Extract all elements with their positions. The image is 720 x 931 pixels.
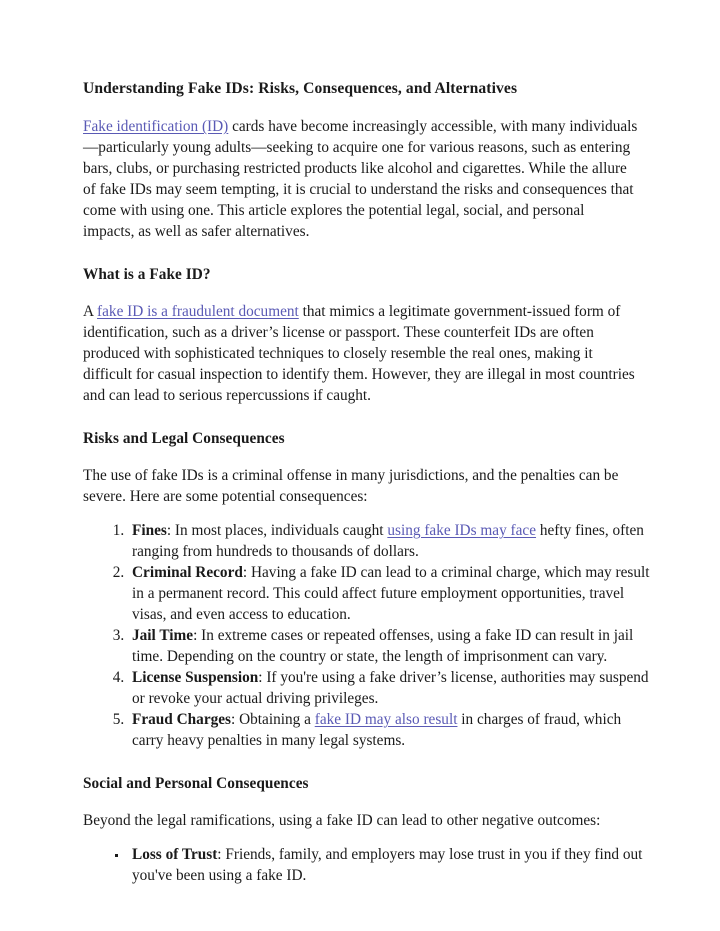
list-item (128, 709, 652, 751)
list-item-text-before: : In extreme cases or repeated offenses, using a fake ID can result in jail time. Depending on the country or state, the length of imprisonment can vary. (132, 627, 634, 665)
list-item-term: Jail Time (132, 627, 194, 644)
social-bullet-list (83, 844, 658, 886)
list-item-text-before: : In most places, individuals caught (166, 522, 388, 539)
page-title: Understanding Fake IDs: Risks, Consequences, and Alternatives (83, 80, 518, 97)
social-intro-paragraph: Beyond the legal ramifications, using a fake ID can lead to other negative outcomes: (83, 812, 601, 829)
list-item-text-after: in charges of fraud, which carry heavy penalties in many legal systems. (132, 711, 622, 749)
list-item (128, 844, 658, 886)
intro-paragraph (83, 116, 639, 242)
risks-numbered-list (83, 520, 652, 751)
link-fake-id-fraudulent-document[interactable]: fake ID is a fraudulent document (97, 303, 299, 320)
list-item-term: License Suspension (132, 669, 259, 686)
list-item-term: Fraud Charges (132, 711, 232, 728)
intro-paragraph-text: cards have become increasingly accessible, with many individuals—particularly young adults—seeking to acquire one for various reasons, such as entering bars, clubs, or purchasing restricted products like alcohol and cigarettes. While the allure of fake IDs may seem tempting, it is crucial to understand the risks and consequences that come with using one. This article explores the potential legal, social, and personal impacts, as well as safer alternatives. (83, 118, 638, 240)
list-item (128, 667, 652, 709)
list-item (128, 520, 652, 562)
heading-social-and-personal-consequences: Social and Personal Consequences (83, 775, 309, 792)
list-item (128, 625, 652, 667)
what-is-body-text: that mimics a legitimate government-issued form of identification, such as a driver’s license or passport. These counterfeit IDs are often produced with sophisticated techniques to closely resemble the real ones, making it difficult for casual inspection to identify them. However, they are illegal in most countries and can lead to serious repercussions if caught. (83, 303, 635, 404)
list-item-text-before: : Having a fake ID can lead to a criminal charge, which may result in a permanent record. This could affect future employment opportunities, travel visas, and even access to education. (132, 564, 650, 623)
list-item-term: Criminal Record (132, 564, 243, 581)
list-item-text-before: : If you're using a fake driver’s license, authorities may suspend or revoke your actual driving privileges. (132, 669, 649, 707)
list-item-text-before: : Obtaining a (231, 711, 315, 728)
link-fake-identification-id[interactable]: Fake identification (ID) (83, 118, 229, 135)
list-item-text: : Friends, family, and employers may lose trust in you if they find out you've been using a fake ID. (132, 846, 643, 884)
what-is-lead-text: A (83, 303, 98, 320)
link-fake-id-may-also-result[interactable]: fake ID may also result (314, 711, 458, 728)
list-item-term: Fines (132, 522, 167, 539)
heading-what-is-a-fake-id: What is a Fake ID? (83, 266, 211, 283)
list-item (128, 562, 652, 625)
list-item-text-after: hefty fines, often ranging from hundreds to thousands of dollars. (132, 522, 644, 560)
heading-risks-and-legal-consequences: Risks and Legal Consequences (83, 430, 285, 447)
list-item-term: Loss of Trust (132, 846, 218, 863)
what-is-paragraph (83, 301, 639, 406)
link-using-fake-ids-may-face[interactable]: using fake IDs may face (387, 522, 537, 539)
risks-intro-paragraph: The use of fake IDs is a criminal offense in many jurisdictions, and the penalties can be severe. Here are some potential consequences: (83, 467, 619, 505)
document-content (83, 78, 650, 886)
